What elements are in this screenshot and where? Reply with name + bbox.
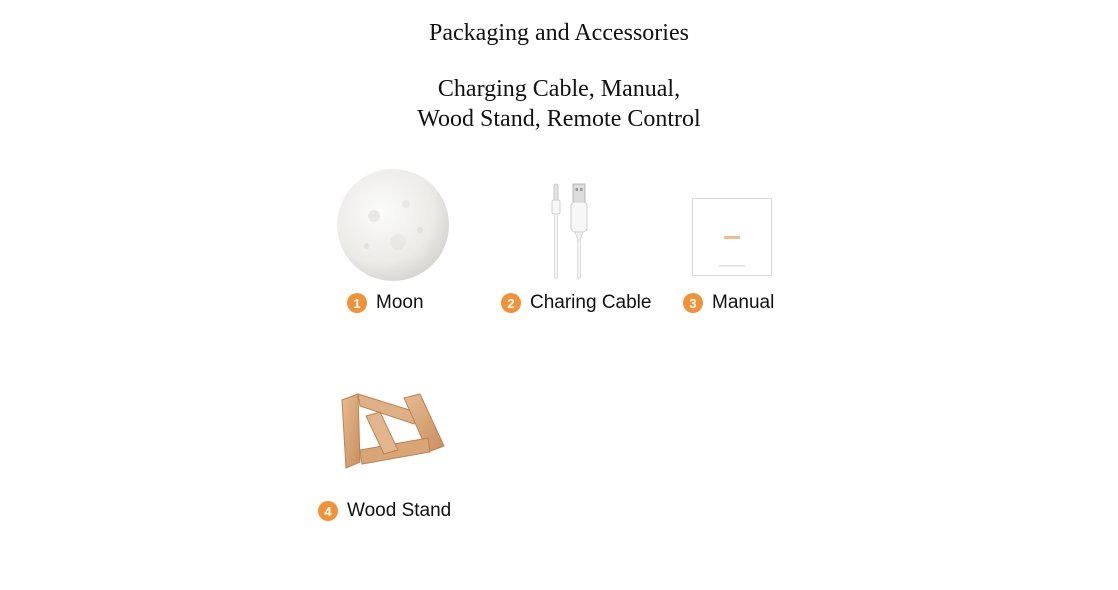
badge-4: 4 <box>318 501 338 521</box>
item-label-moon: Moon <box>376 292 424 313</box>
item-label-manual: Manual <box>712 292 775 313</box>
item-label-wood-stand: Wood Stand <box>347 500 452 521</box>
subtitle-line-2: Wood Stand, Remote Control <box>417 106 701 132</box>
item-manual <box>683 292 774 314</box>
item-wood-stand <box>318 500 451 522</box>
page-title: Packaging and Accessories <box>429 20 689 46</box>
wood-stand-icon <box>336 390 448 472</box>
badge-2: 2 <box>501 293 521 313</box>
item-moon <box>347 292 424 314</box>
badge-1: 1 <box>347 293 367 313</box>
moon-lamp-icon <box>334 166 452 284</box>
manual-icon <box>692 198 772 276</box>
page-subtitle <box>0 74 1118 134</box>
usb-cable-icon <box>540 180 600 282</box>
badge-3: 3 <box>683 293 703 313</box>
subtitle-line-1: Charging Cable, Manual, <box>437 76 681 102</box>
item-label-cable: Charing Cable <box>530 292 652 313</box>
item-cable <box>501 292 651 314</box>
